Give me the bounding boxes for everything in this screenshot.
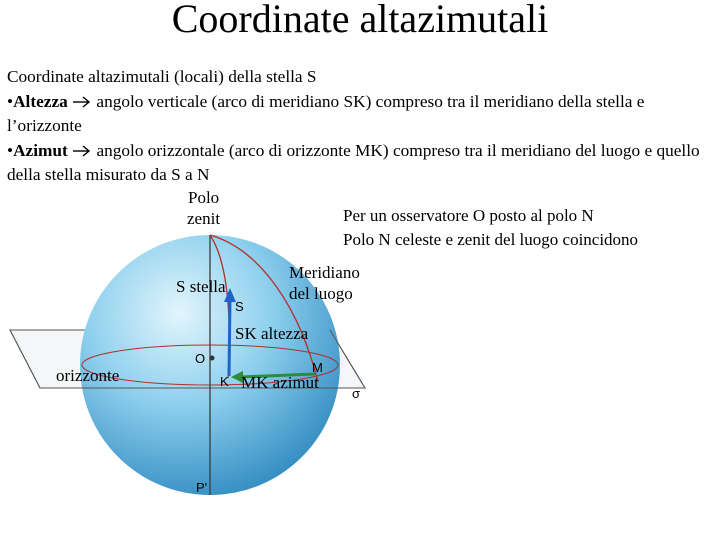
observer-note-line2: Polo N celeste e zenit del luogo coincidono xyxy=(343,230,639,249)
altezza-text: angolo verticale (arco di meridiano SK) compreso tra il meridiano della stella e l’orizzonte xyxy=(7,91,645,135)
altitude-arrow xyxy=(229,298,230,376)
letter-sigma: σ xyxy=(352,386,361,401)
letter-p: P' xyxy=(196,480,208,495)
label-mk-azimut: MK azimut xyxy=(241,373,319,392)
letter-s: S xyxy=(235,299,244,314)
letter-m: M xyxy=(312,360,323,375)
intro-line: Coordinate altazimutali (locali) della stella S xyxy=(7,67,317,86)
bullet-2: • xyxy=(7,140,14,160)
label-orizzonte: orizzonte xyxy=(56,366,120,385)
azimut-text: angolo orizzontale (arco di orizzonte MK) compreso tra il meridiano del luogo e quello della stella misurato da S a N xyxy=(7,140,700,184)
azimut-term: Azimut xyxy=(13,140,68,160)
observer-note-line1: Per un osservatore O posto al polo N xyxy=(343,206,594,225)
observer-point xyxy=(210,356,215,361)
label-s-stella: S stella xyxy=(176,277,226,296)
altezza-term: Altezza xyxy=(13,91,68,111)
label-zenit: zenit xyxy=(187,209,221,228)
label-del-luogo: del luogo xyxy=(289,284,353,303)
letter-k: K xyxy=(220,374,229,389)
bullet-1: • xyxy=(7,91,14,111)
page-title: Coordinate altazimutali xyxy=(171,0,549,41)
letter-o: O xyxy=(195,351,206,366)
label-polo: Polo xyxy=(188,188,220,207)
label-sk-altezza: SK altezza xyxy=(235,324,309,343)
label-meridiano: Meridiano xyxy=(289,263,360,282)
